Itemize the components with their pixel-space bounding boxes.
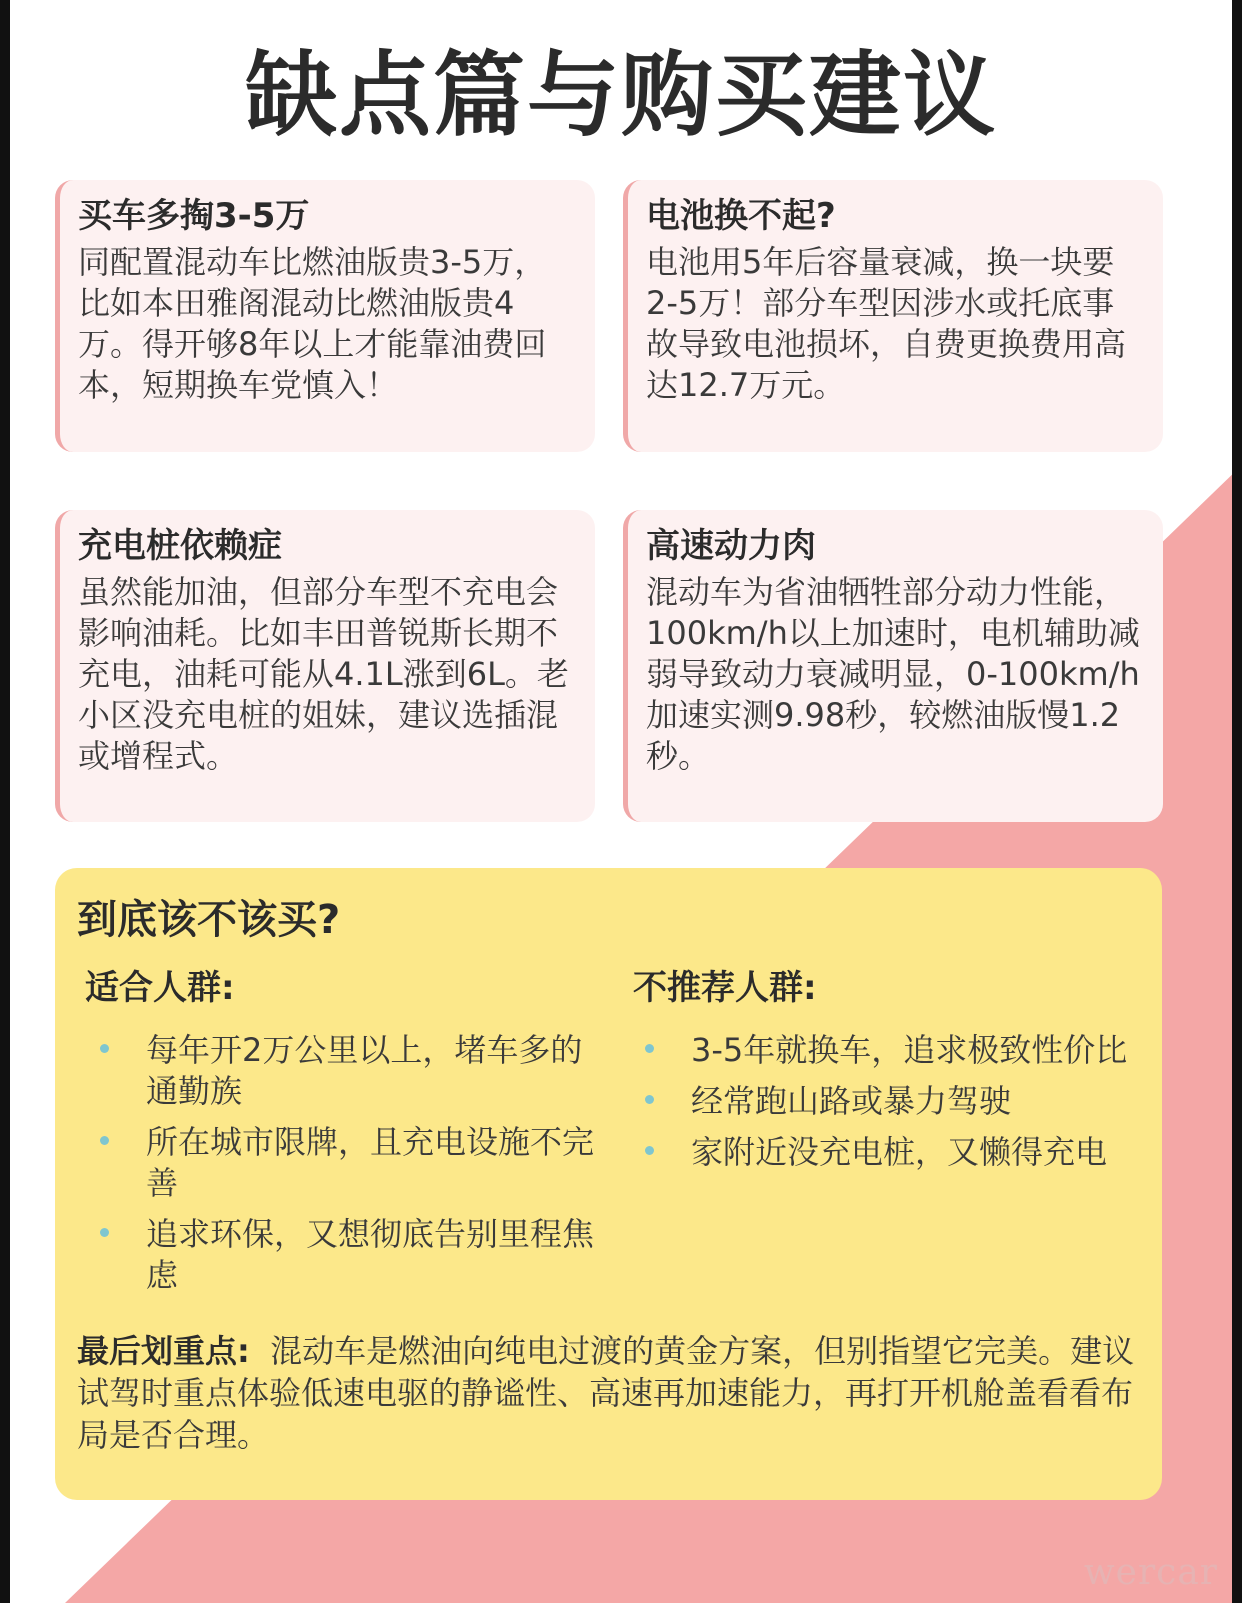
page-title: 缺点篇与购买建议 [244, 42, 997, 149]
card-charging [55, 510, 595, 822]
list-item: 经常跑山路或暴力驾驶 [635, 1081, 1135, 1122]
card-body: 电池用5年后容量衰减，换一块要2-5万！部分车型因涉水或托底事故导致电池损坏，自费更换费用高达12.7万元。 [646, 243, 1127, 404]
card-heading: 充电桩依赖症 [78, 526, 282, 566]
bullet-icon [645, 1095, 654, 1104]
card-heading: 买车多掏3-5万 [78, 196, 310, 236]
watermark: wercar [1083, 1552, 1218, 1593]
suitable-list [90, 1030, 610, 1306]
conclusion-text: 混动车是燃油向纯电过渡的黄金方案，但别指望它完美。建议试驾时重点体验低速电驱的静谧性、高速再加速能力，再打开机舱盖看看布局是否合理。 [77, 1332, 1135, 1454]
bullet-icon [645, 1146, 654, 1155]
bullet-icon [100, 1044, 109, 1053]
card-price [55, 180, 595, 452]
advice-box [55, 868, 1162, 1500]
not-recommended-heading: 不推荐人群: [633, 968, 817, 1008]
card-body: 虽然能加油，但部分车型不充电会影响油耗。比如丰田普锐斯长期不充电，油耗可能从4.1L涨到6L。老小区没充电桩的姐妹，建议选插混或增程式。 [78, 573, 569, 775]
not-recommended-list [635, 1030, 1135, 1183]
card-heading: 高速动力肉 [646, 526, 816, 566]
list-item: 所在城市限牌，且充电设施不完善 [90, 1122, 610, 1204]
card-battery [623, 180, 1163, 452]
card-body: 混动车为省油牺牲部分动力性能，100km/h以上加速时，电机辅助减弱导致动力衰减明显，0-100km/h加速实测9.98秒，较燃油版慢1.2秒。 [646, 573, 1140, 775]
bullet-icon [100, 1228, 109, 1237]
list-item: 家附近没充电桩，又懒得充电 [635, 1132, 1135, 1173]
card-highway-power [623, 510, 1163, 822]
left-frame-border [0, 0, 10, 1603]
list-item: 追求环保，又想彻底告别里程焦虑 [90, 1214, 610, 1296]
suitable-heading: 适合人群: [85, 968, 235, 1008]
bullet-icon [100, 1136, 109, 1145]
conclusion-paragraph [77, 1330, 1137, 1456]
card-heading: 电池换不起? [646, 196, 836, 236]
card-body: 同配置混动车比燃油版贵3-5万，比如本田雅阁混动比燃油版贵4万。得开够8年以上才能靠油费回本，短期换车党慎入！ [78, 243, 547, 404]
list-item: 每年开2万公里以上，堵车多的通勤族 [90, 1030, 610, 1112]
right-frame-border [1232, 0, 1242, 1603]
bullet-icon [645, 1044, 654, 1053]
advice-title: 到底该不该买? [77, 897, 341, 943]
list-item: 3-5年就换车，追求极致性价比 [635, 1030, 1135, 1071]
conclusion-label: 最后划重点: [77, 1332, 250, 1370]
